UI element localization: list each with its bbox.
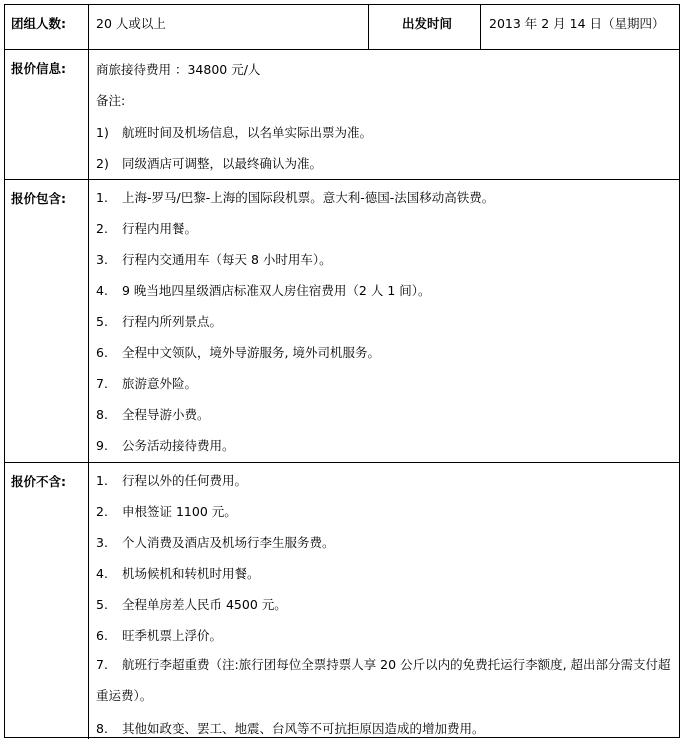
item-number: 4. <box>96 566 108 581</box>
quote-info-row <box>5 50 679 180</box>
item-text: 旺季机票上浮价。 <box>122 628 223 643</box>
item-text: 行程内用餐。 <box>122 221 198 236</box>
item-text: 行程以外的任何费用。 <box>122 473 248 488</box>
exclude-item <box>96 595 675 613</box>
exclude-item <box>96 533 675 551</box>
includes-row <box>5 180 679 463</box>
quote-info-content <box>89 50 679 179</box>
item-text: 全程导游小费。 <box>122 407 210 422</box>
item-number: 7. <box>96 657 108 672</box>
item-number: 2. <box>96 221 108 236</box>
include-item <box>96 250 675 268</box>
includes-label: 报价包含: <box>5 180 89 462</box>
item-number: 1. <box>96 190 108 205</box>
excludes-label: 报价不含: <box>5 463 89 739</box>
item-text: 9 晚当地四星级酒店标准双人房住宿费用（2 人 1 间）。 <box>122 283 431 298</box>
group-size-value: 20 人或以上 <box>89 5 369 49</box>
quote-info-label: 报价信息: <box>5 50 89 179</box>
item-text: 机场候机和转机时用餐。 <box>122 566 260 581</box>
notes-label: 备注: <box>96 93 126 108</box>
note-number: 1) <box>96 125 109 140</box>
include-item <box>96 188 675 206</box>
item-text: 行程内所列景点。 <box>122 314 223 329</box>
item-text: 公务活动接待费用。 <box>122 438 235 453</box>
departure-value: 2013 年 2 月 14 日（星期四） <box>489 16 665 31</box>
include-item <box>96 343 675 361</box>
item-text: 其他如政变、罢工、地震、台风等不可抗拒原因造成的增加费用。 <box>122 721 485 736</box>
include-item <box>96 281 675 299</box>
exclude-item <box>96 564 675 582</box>
item-number: 8. <box>96 721 108 736</box>
item-number: 1. <box>96 473 108 488</box>
include-item <box>96 374 675 392</box>
exclude-item <box>96 649 675 711</box>
note-item <box>96 123 675 141</box>
include-item <box>96 312 675 330</box>
price-line: 商旅接待费用 ：34800 元/人 <box>96 62 261 77</box>
note-item <box>96 154 675 172</box>
excludes-row <box>5 463 679 739</box>
item-number: 9. <box>96 438 108 453</box>
item-number: 5. <box>96 597 108 612</box>
header-row <box>5 5 679 50</box>
note-number: 2) <box>96 156 109 171</box>
exclude-item <box>96 719 675 737</box>
include-item <box>96 405 675 423</box>
include-item <box>96 219 675 237</box>
item-number: 6. <box>96 345 108 360</box>
item-number: 2. <box>96 504 108 519</box>
item-text: 申根签证 1100 元。 <box>122 504 237 519</box>
excludes-content <box>89 463 679 739</box>
include-item <box>96 436 675 454</box>
item-number: 6. <box>96 628 108 643</box>
item-text: 旅游意外险。 <box>122 376 198 391</box>
item-number: 3. <box>96 252 108 267</box>
departure-label: 出发时间 <box>369 5 481 49</box>
item-number: 4. <box>96 283 108 298</box>
quote-table <box>4 4 680 738</box>
exclude-item <box>96 502 675 520</box>
exclude-item <box>96 626 675 644</box>
item-text: 全程单房差人民币 4500 元。 <box>122 597 287 612</box>
note-text: 航班时间及机场信息，以名单实际出票为准。 <box>122 125 373 140</box>
item-number: 5. <box>96 314 108 329</box>
item-number: 3. <box>96 535 108 550</box>
exclude-item <box>96 471 675 489</box>
includes-content <box>89 180 679 462</box>
item-text: 航班行李超重费（注:旅行团每位全票持票人享 20 公斤以内的免费托运行李额度, 超出部分需支付超重运费）。 <box>96 657 671 703</box>
item-text: 行程内交通用车（每天 8 小时用车）。 <box>122 252 332 267</box>
item-number: 7. <box>96 376 108 391</box>
note-text: 同级酒店可调整，以最终确认为准。 <box>122 156 323 171</box>
group-size-label: 团组人数: <box>5 5 89 49</box>
item-number: 8. <box>96 407 108 422</box>
item-text: 个人消费及酒店及机场行李生服务费。 <box>122 535 335 550</box>
item-text: 上海-罗马/巴黎-上海的国际段机票。意大利-德国-法国移动高铁费。 <box>122 190 495 205</box>
item-text: 全程中文领队，境外导游服务, 境外司机服务。 <box>122 345 380 360</box>
